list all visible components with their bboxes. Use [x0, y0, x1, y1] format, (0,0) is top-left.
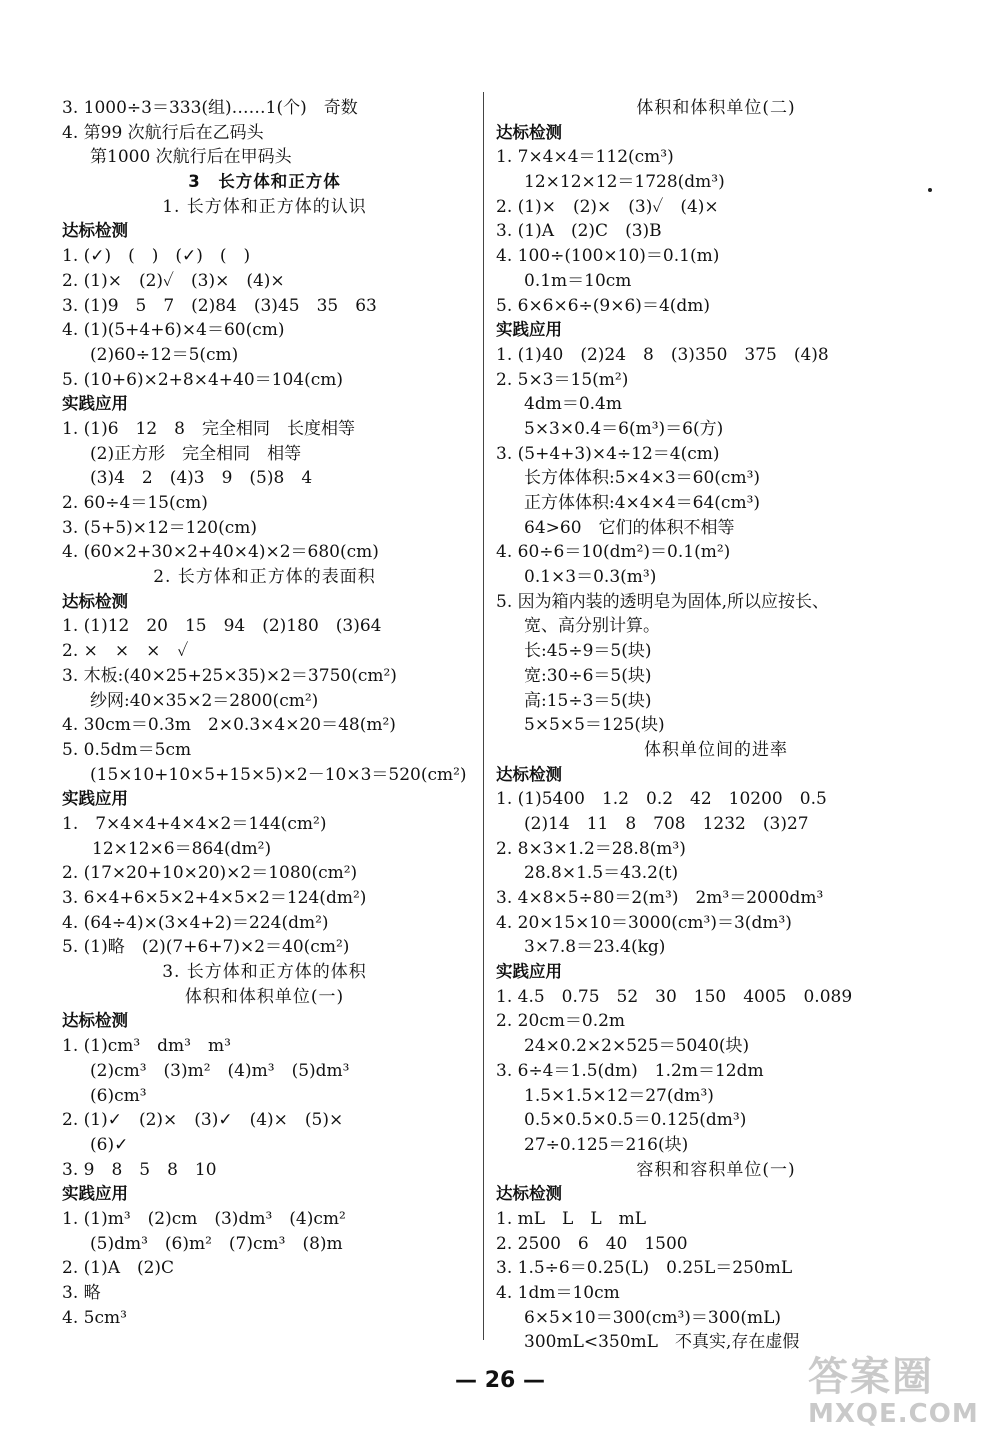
answer-line: 12×12×12＝1728(dm³) [524, 172, 725, 193]
answer-line: 5. 6×6×6÷(9×6)＝4(dm) [496, 295, 711, 316]
answer-line: 5. (1)略 (2)(7+6+7)×2＝40(cm²) [62, 937, 350, 958]
answer-line: 2. × × × ✓ [62, 641, 189, 662]
subsection-title: 1. 长方体和正方体的认识 [162, 196, 367, 217]
answer-line: (15×10+10×5+15×5)×2－10×3＝520(cm²) [90, 764, 467, 785]
answer-line: 64>60 它们的体积不相等 [524, 517, 735, 538]
answer-line: 3. 4×8×5÷80＝2(m³) 2m³＝2000dm³ [496, 888, 824, 908]
answer-line: (5)dm³ (6)m² (7)cm³ (8)m [90, 1233, 343, 1254]
watermark-url: MXQE.COM [808, 1399, 979, 1429]
answer-line: 0.1m＝10cm [524, 270, 632, 291]
section-heading: 达标检测 [62, 591, 128, 611]
answer-line: 2. (1)✓ (2)× (3)✓ (4)× (5)× [62, 1110, 344, 1131]
answer-line: 1. (1)40 (2)24 8 (3)350 375 (4)8 [496, 344, 829, 365]
answer-line: 2. (1)× (2)✓ (3)× (4)× [62, 270, 285, 291]
answer-line: 纱网:40×35×2＝2800(cm²) [90, 690, 319, 711]
answer-line: 宽、高分别计算。 [524, 616, 660, 637]
answer-line: 27÷0.125＝216(块) [524, 1134, 689, 1155]
answer-line: (2)正方形 完全相同 相等 [90, 443, 302, 464]
answer-line: (2)14 11 8 708 1232 (3)27 [524, 813, 809, 834]
answer-line: 1. (✓) ( ) (✓) ( ) [62, 246, 251, 267]
section-heading: 达标检测 [62, 1011, 128, 1031]
answer-line: 第1000 次航行后在甲码头 [90, 147, 292, 168]
section-heading: 实践应用 [496, 962, 562, 982]
answer-line: 3. (5+4+3)×4÷12＝4(cm) [496, 443, 720, 464]
answer-line: 3. 略 [62, 1283, 101, 1303]
answer-line: 1. (1)m³ (2)cm (3)dm³ (4)cm² [62, 1208, 346, 1229]
answer-line: 5. 因为箱内装的透明皂为固体,所以应按长、 [496, 591, 830, 612]
column-divider [483, 92, 484, 1340]
answer-line: (6)✓ [90, 1134, 129, 1155]
answer-line: 3. 9 8 5 8 10 [62, 1159, 217, 1180]
answer-line: 300mL<350mL 不真实,存在虚假 [524, 1332, 800, 1353]
answer-line: 4. 第99 次航行后在乙码头 [62, 122, 264, 143]
answer-line: 长:45÷9＝5(块) [524, 641, 652, 662]
section-heading: 达标检测 [496, 764, 562, 784]
answer-line: 3. (1)9 5 7 (2)84 (3)45 35 63 [62, 295, 377, 316]
answer-line: 高:15÷3＝5(块) [524, 690, 652, 711]
answer-line: 3×7.8＝23.4(kg) [524, 937, 666, 958]
subsection-title: 3. 长方体和正方体的体积 [162, 962, 367, 983]
answer-line: 1.5×1.5×12＝27(dm³) [524, 1085, 714, 1106]
answer-line: 5×3×0.4＝6(m³)＝6(方) [524, 418, 724, 439]
answer-line: 4. (64÷4)×(3×4+2)＝224(dm²) [62, 912, 329, 933]
answer-line: 24×0.2×2×525＝5040(块) [524, 1036, 750, 1057]
answer-line: 3. (1)A (2)C (3)B [496, 221, 662, 242]
answer-line: 4. (1)(5+4+6)×4＝60(cm) [62, 320, 285, 341]
answer-line: 4. 5cm³ [62, 1307, 127, 1328]
answer-line: 4. (60×2+30×2+40×4)×2＝680(cm) [62, 542, 379, 563]
answer-line: 5×5×5＝125(块) [524, 715, 665, 736]
answer-line: 4dm＝0.4m [524, 394, 622, 415]
answer-line: 2. 2500 6 40 1500 [496, 1233, 688, 1254]
left-column [62, 96, 467, 1330]
answer-line: (3)4 2 (4)3 9 (5)8 4 [90, 468, 313, 489]
stray-dot [928, 188, 932, 192]
right-column [496, 96, 936, 1355]
answer-line: 1. (1)6 12 8 完全相同 长度相等 [62, 418, 355, 439]
answer-line: 正方体体积:4×4×4＝64(cm³) [524, 493, 761, 513]
section-heading: 实践应用 [62, 394, 128, 414]
subsection-title: 体积和体积单位(二) [636, 98, 796, 118]
watermark-logo [808, 1355, 993, 1433]
answer-line: 3. 1000÷3＝333(组)……1(个) 奇数 [62, 98, 358, 118]
answer-line: 1. 7×4×4＝112(cm³) [496, 147, 674, 168]
answer-line: 2. 60÷4＝15(cm) [62, 493, 208, 513]
answer-line: 4. 1dm＝10cm [496, 1283, 620, 1303]
subsection-title: 容积和容积单位(一) [636, 1159, 796, 1180]
section-heading: 实践应用 [496, 320, 562, 340]
answer-line: 2. 8×3×1.2＝28.8(m³) [496, 838, 686, 859]
answer-line: 0.5×0.5×0.5＝0.125(dm³) [524, 1110, 747, 1131]
answer-line: 1. (1)12 20 15 94 (2)180 (3)64 [62, 616, 382, 637]
answer-line: 4. 30cm＝0.3m 2×0.3×4×20＝48(m²) [62, 715, 396, 736]
answer-line: 1. (1)5400 1.2 0.2 42 10200 0.5 [496, 789, 827, 810]
answer-line: 4. 60÷6＝10(dm²)＝0.1(m²) [496, 542, 731, 563]
answer-line: 2. 5×3＝15(m²) [496, 369, 629, 390]
answer-line: 2. (1)A (2)C [62, 1258, 175, 1279]
answer-line: 2. 20cm＝0.2m [496, 1011, 626, 1032]
answer-line: 6×5×10＝300(cm³)＝300(mL) [524, 1307, 782, 1328]
answer-line: 4. 20×15×10＝3000(cm³)＝3(dm³) [496, 912, 792, 933]
answer-line: 5. (10+6)×2+8×4+40＝104(cm) [62, 369, 343, 390]
answer-line: (2)60÷12＝5(cm) [90, 344, 239, 365]
subsection-title: 体积和体积单位(一) [184, 986, 345, 1007]
answer-line: 4. 100÷(100×10)＝0.1(m) [496, 246, 720, 267]
answer-line: 宽:30÷6＝5(块) [524, 665, 652, 686]
section-heading: 达标检测 [62, 221, 128, 241]
answer-line: 3. 木板:(40×25+25×35)×2＝3750(cm²) [62, 665, 397, 686]
section-heading: 实践应用 [62, 789, 128, 809]
answer-line: 28.8×1.5＝43.2(t) [524, 863, 679, 884]
answer-line: (6)cm³ [90, 1085, 147, 1106]
answer-line: (2)cm³ (3)m² (4)m³ (5)dm³ [90, 1060, 350, 1081]
subsection-title: 2. 长方体和正方体的表面积 [153, 567, 376, 588]
answer-line: 2. (1)× (2)× (3)✓ (4)× [496, 196, 719, 217]
answer-line: 1. (1)cm³ dm³ m³ [62, 1036, 231, 1057]
answer-line: 5. 0.5dm＝5cm [62, 739, 192, 760]
answer-line: 12×12×6＝864(dm²) [92, 838, 272, 859]
answer-line: 1. mL L L mL [496, 1208, 647, 1229]
answer-line: 0.1×3＝0.3(m³) [524, 567, 657, 588]
watermark-title: 答案圈 [808, 1354, 934, 1400]
section-heading: 达标检测 [496, 1184, 562, 1204]
answer-line: 3. 6×4+6×5×2+4×5×2＝124(dm²) [62, 888, 367, 908]
answer-line: 2. (17×20+10×20)×2＝1080(cm²) [62, 863, 358, 884]
subsection-title: 体积单位间的进率 [644, 739, 788, 760]
section-heading: 实践应用 [62, 1184, 128, 1204]
section-heading: 3 长方体和正方体 [188, 172, 341, 192]
answer-line: 1. 7×4×4+4×4×2＝144(cm²) [62, 813, 327, 834]
page-number: — 26 — [455, 1368, 545, 1393]
answer-line: 3. 1.5÷6＝0.25(L) 0.25L＝250mL [496, 1258, 793, 1279]
section-heading: 达标检测 [496, 122, 562, 142]
answer-line: 3. 6÷4＝1.5(dm) 1.2m＝12dm [496, 1060, 764, 1081]
answer-line: 3. (5+5)×12＝120(cm) [62, 517, 257, 538]
answer-line: 长方体体积:5×4×3＝60(cm³) [524, 468, 761, 489]
answer-line: 1. 4.5 0.75 52 30 150 4005 0.089 [496, 986, 853, 1007]
